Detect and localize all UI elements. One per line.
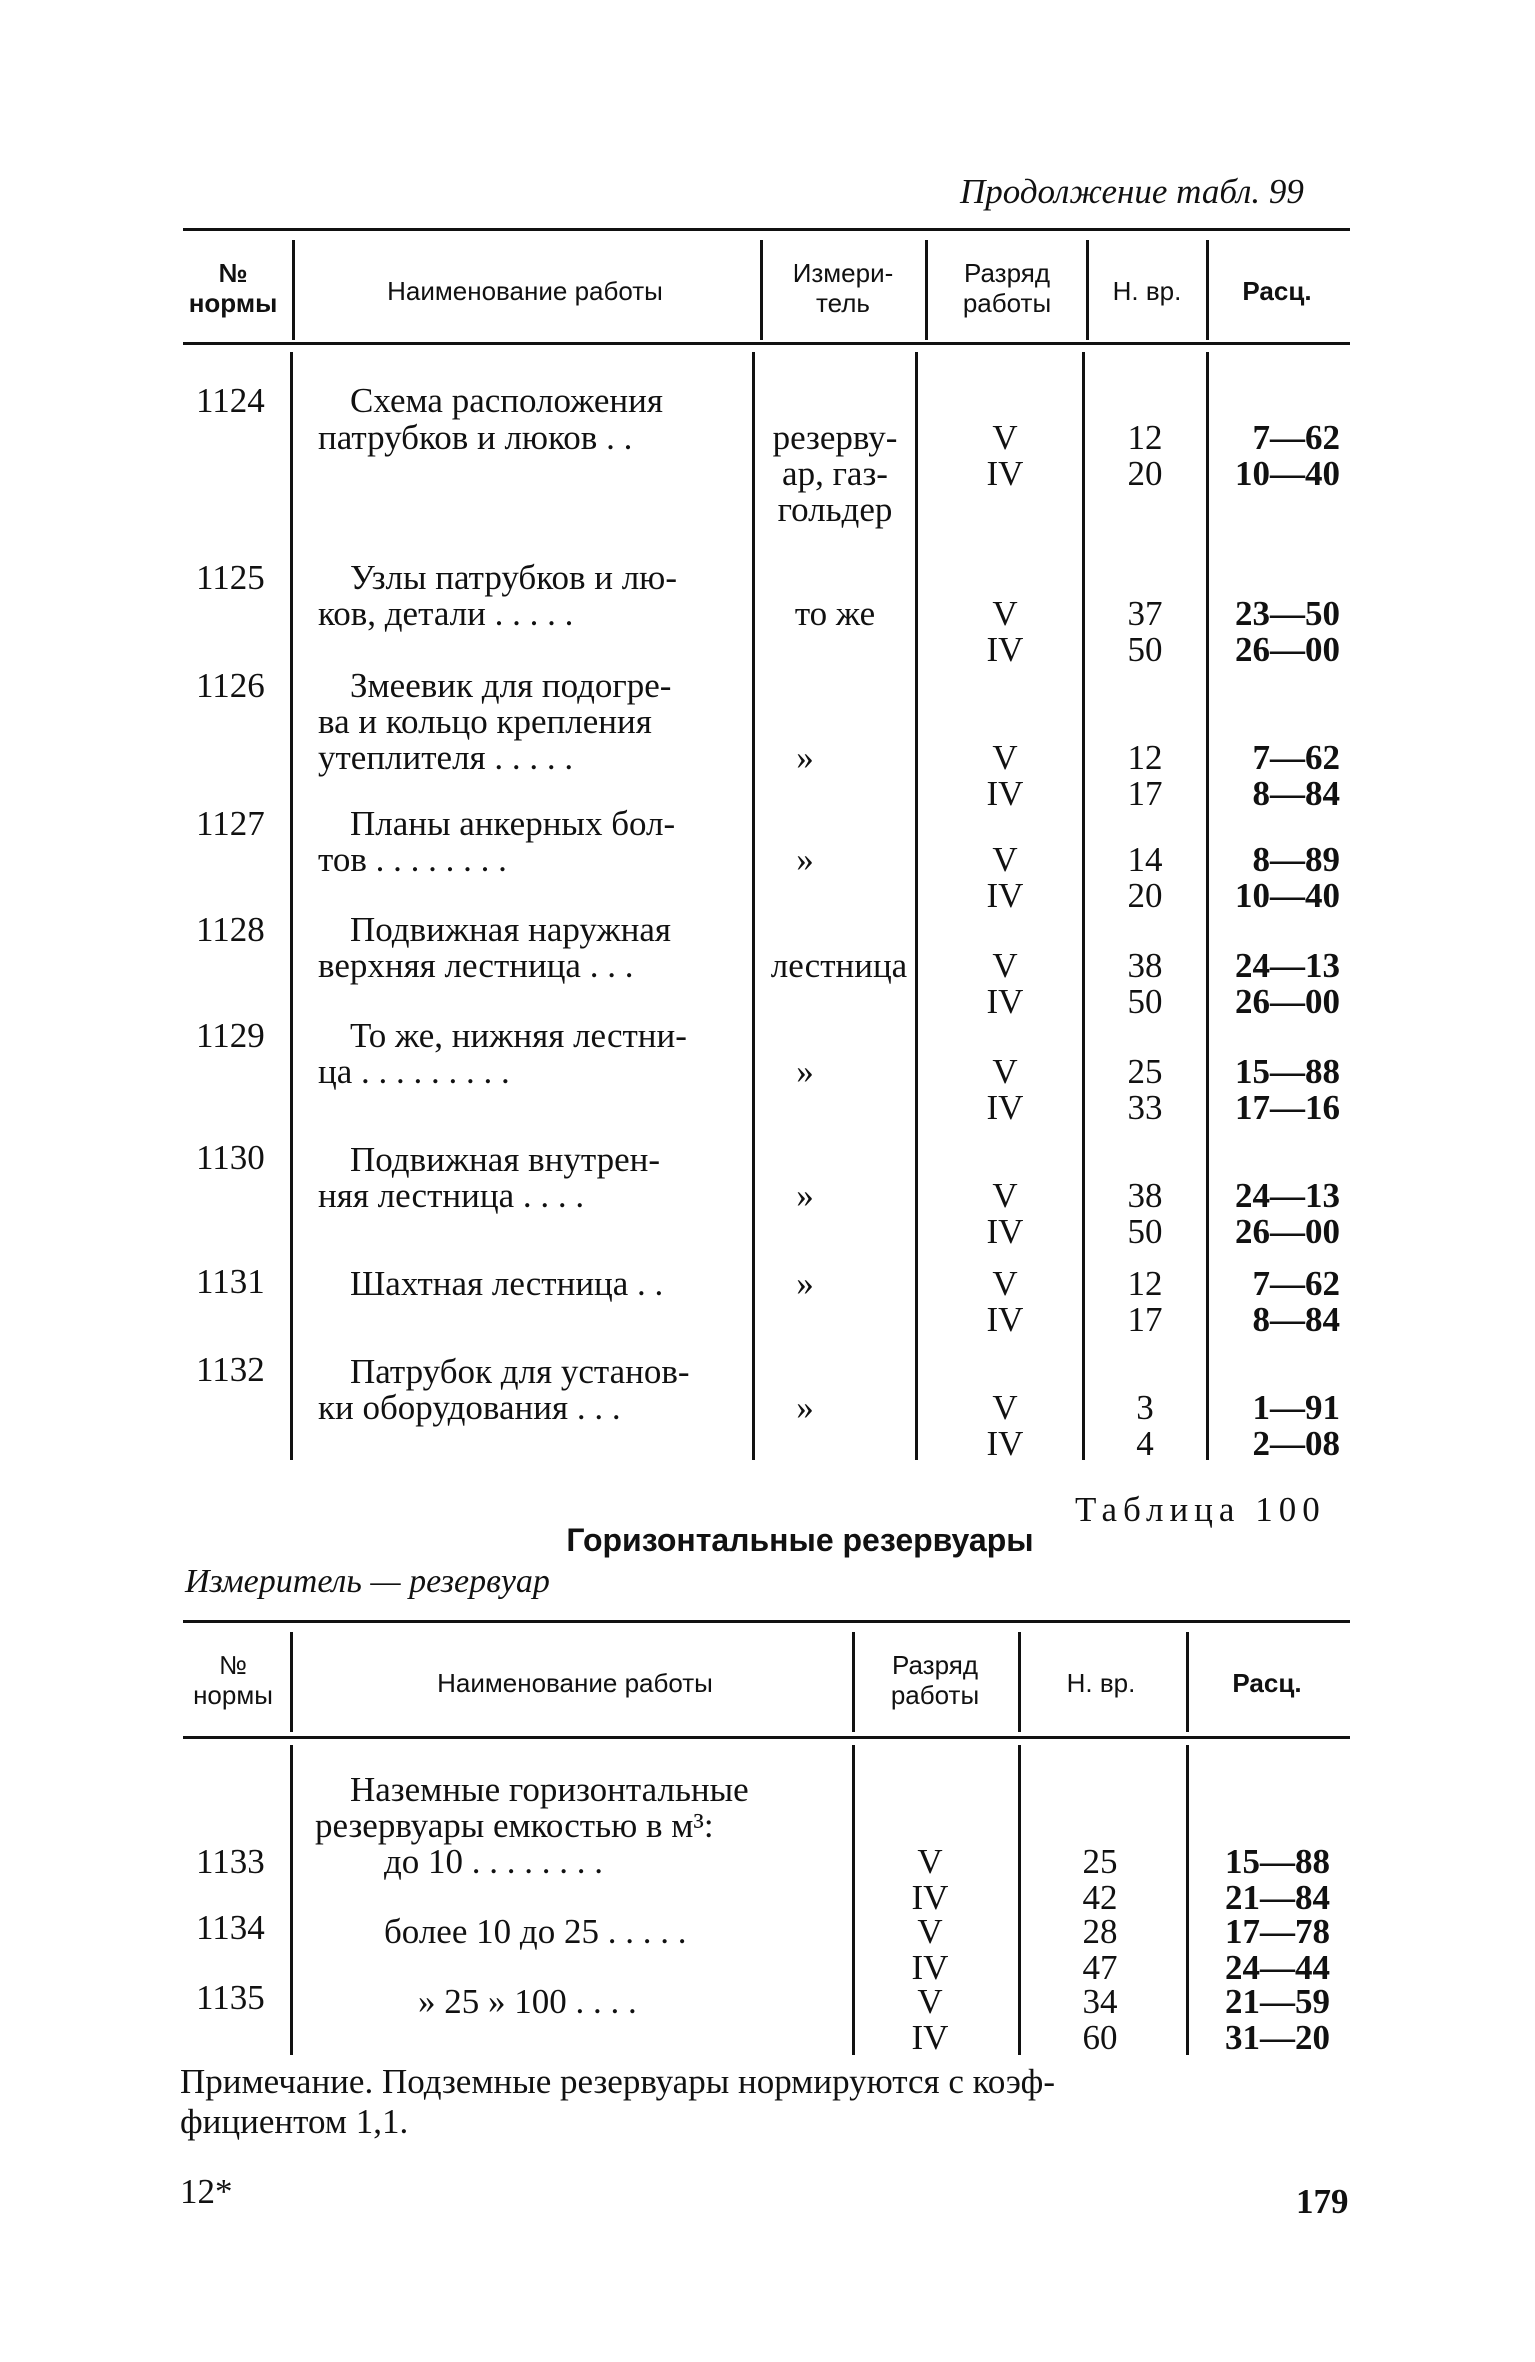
rate: 2—08 — [1252, 1424, 1340, 1463]
grade: V — [992, 1052, 1018, 1091]
column-divider — [290, 352, 293, 1460]
work-name-line: до 10 . . . . . . . . — [384, 1842, 604, 1881]
rate: 8—84 — [1252, 1300, 1340, 1339]
work-name-line: » 25 » 100 . . . . — [418, 1982, 637, 2021]
grade: V — [992, 738, 1018, 777]
table-100-unit: Измеритель — резервуар — [185, 1563, 550, 1600]
rate: 17—16 — [1235, 1088, 1340, 1127]
header-grade: Разряд работы — [962, 258, 1052, 318]
unit-text: ар, газ- — [782, 454, 888, 493]
work-name-line: То же, нижняя лестни- — [350, 1016, 687, 1055]
header-bottom-rule — [183, 342, 1350, 345]
work-name-line: Планы анкерных бол- — [350, 804, 676, 843]
rate: 17—78 — [1225, 1912, 1330, 1951]
work-name-line: Подвижная внутрен- — [350, 1140, 661, 1179]
work-name-line: няя лестница . . . . — [318, 1176, 585, 1215]
unit-text: лестница — [770, 946, 908, 985]
header-rate: Расц. — [1232, 1668, 1302, 1698]
page-number: 179 — [1296, 2182, 1349, 2221]
ditto-mark: » — [796, 738, 814, 777]
ditto-mark: » — [796, 1052, 814, 1091]
norm-time: 4 — [1136, 1424, 1154, 1463]
rate: 15—88 — [1235, 1052, 1340, 1091]
norm-time: 38 — [1127, 946, 1163, 985]
norm-time: 25 — [1082, 1842, 1118, 1881]
norm-time: 17 — [1127, 1300, 1163, 1339]
header-time: Н. вр. — [1066, 1668, 1136, 1698]
header-divider — [1186, 1632, 1189, 1732]
column-divider — [1082, 352, 1085, 1460]
rate: 31—20 — [1225, 2018, 1330, 2057]
header-divider — [760, 240, 763, 340]
row-number: 1126 — [196, 666, 265, 705]
grade: IV — [986, 630, 1024, 669]
header-time: Н. вр. — [1112, 276, 1182, 306]
norm-time: 28 — [1082, 1912, 1118, 1951]
norm-time: 33 — [1127, 1088, 1163, 1127]
norm-time: 20 — [1127, 454, 1163, 493]
row-number: 1124 — [196, 381, 265, 420]
header-divider — [925, 240, 928, 340]
rate: 7—62 — [1252, 418, 1340, 457]
grade: IV — [911, 1878, 949, 1917]
norm-time: 42 — [1082, 1878, 1118, 1917]
column-divider — [1186, 1745, 1189, 2055]
intro-line: резервуары емкостью в м³: — [315, 1806, 714, 1845]
rate: 10—40 — [1235, 876, 1340, 915]
rate: 24—44 — [1225, 1948, 1330, 1987]
rate: 26—00 — [1235, 1212, 1340, 1251]
header-divider — [1086, 240, 1089, 340]
norm-time: 25 — [1127, 1052, 1163, 1091]
rate: 26—00 — [1235, 630, 1340, 669]
rate: 21—84 — [1225, 1878, 1330, 1917]
column-divider — [1206, 352, 1209, 1460]
grade: IV — [911, 2018, 949, 2057]
norm-time: 3 — [1136, 1388, 1154, 1427]
continuation-caption: Продолжение табл. 99 — [960, 172, 1304, 211]
row-number: 1128 — [196, 910, 265, 949]
norm-time: 12 — [1127, 1264, 1163, 1303]
work-name-line: Подвижная наружная — [350, 910, 672, 949]
grade: IV — [986, 876, 1024, 915]
intro-line: Наземные горизонтальные — [350, 1770, 749, 1809]
unit-text: то же — [794, 594, 876, 633]
table-top-rule — [183, 1620, 1350, 1623]
work-name-line: ки оборудования . . . — [318, 1388, 621, 1427]
rate: 21—59 — [1225, 1982, 1330, 2021]
grade: V — [917, 1982, 943, 2021]
norm-time: 34 — [1082, 1982, 1118, 2021]
grade: V — [917, 1912, 943, 1951]
row-number: 1131 — [196, 1262, 265, 1301]
grade: V — [992, 594, 1018, 633]
ditto-mark: » — [796, 1388, 814, 1427]
unit-text: гольдер — [777, 490, 893, 529]
grade: V — [917, 1842, 943, 1881]
grade: IV — [986, 774, 1024, 813]
row-number: 1129 — [196, 1016, 265, 1055]
header-bottom-rule — [183, 1736, 1350, 1739]
norm-time: 38 — [1127, 1176, 1163, 1215]
norm-time: 12 — [1127, 738, 1163, 777]
header-num: № нормы — [188, 258, 278, 318]
work-name-line: Узлы патрубков и лю- — [350, 558, 677, 597]
row-number: 1133 — [196, 1842, 265, 1881]
rate: 7—62 — [1252, 1264, 1340, 1303]
header-num: № нормы — [193, 1650, 273, 1710]
rate: 24—13 — [1235, 946, 1340, 985]
note-line: Примечание. Подземные резервуары нормируются с коэф- — [180, 2062, 1055, 2101]
header-divider — [290, 1632, 293, 1732]
rate: 23—50 — [1235, 594, 1340, 633]
header-name: Наименование работы — [387, 276, 663, 306]
row-number: 1125 — [196, 558, 265, 597]
grade: V — [992, 1388, 1018, 1427]
column-divider — [1018, 1745, 1021, 2055]
work-name-line: более 10 до 25 . . . . . — [384, 1912, 687, 1951]
work-name-line: тов . . . . . . . . — [318, 840, 507, 879]
norm-time: 17 — [1127, 774, 1163, 813]
ditto-mark: » — [796, 1176, 814, 1215]
row-number: 1135 — [196, 1978, 265, 2017]
work-name-line: ков, детали . . . . . — [318, 594, 574, 633]
work-name-line: Шахтная лестница . . — [350, 1264, 664, 1303]
header-divider — [1206, 240, 1209, 340]
header-grade: Разряд работы — [890, 1650, 980, 1710]
ditto-mark: » — [796, 840, 814, 879]
table-top-rule — [183, 228, 1350, 231]
grade: IV — [986, 1212, 1024, 1251]
rate: 24—13 — [1235, 1176, 1340, 1215]
grade: V — [992, 1264, 1018, 1303]
rate: 8—84 — [1252, 774, 1340, 813]
work-name-line: Схема расположения — [350, 381, 663, 420]
norm-time: 20 — [1127, 876, 1163, 915]
signature-mark: 12* — [180, 2172, 233, 2211]
header-divider — [852, 1632, 855, 1732]
header-name: Наименование работы — [437, 1668, 713, 1698]
work-name-line: верхняя лестница . . . — [318, 946, 634, 985]
note-line: фициентом 1,1. — [180, 2102, 409, 2141]
norm-time: 50 — [1127, 1212, 1163, 1251]
norm-time: 37 — [1127, 594, 1163, 633]
row-number: 1134 — [196, 1908, 265, 1947]
header-unit: Измери-тель — [792, 258, 894, 318]
ditto-mark: » — [796, 1264, 814, 1303]
norm-time: 47 — [1082, 1948, 1118, 1987]
grade: V — [992, 840, 1018, 879]
norm-time: 60 — [1082, 2018, 1118, 2057]
norm-time: 12 — [1127, 418, 1163, 457]
rate: 10—40 — [1235, 454, 1340, 493]
grade: IV — [986, 1088, 1024, 1127]
grade: IV — [986, 1300, 1024, 1339]
column-divider — [752, 352, 755, 1460]
rate: 15—88 — [1225, 1842, 1330, 1881]
header-divider — [292, 240, 295, 340]
rate: 7—62 — [1252, 738, 1340, 777]
row-number: 1130 — [196, 1138, 265, 1177]
rate: 26—00 — [1235, 982, 1340, 1021]
grade: IV — [986, 982, 1024, 1021]
norm-time: 14 — [1127, 840, 1163, 879]
note — [180, 2062, 1340, 2142]
header-rate: Расц. — [1242, 276, 1312, 306]
grade: V — [992, 946, 1018, 985]
norm-time: 50 — [1127, 982, 1163, 1021]
work-name-line: Патрубок для установ- — [350, 1352, 690, 1391]
work-name-line: патрубков и люков . . — [318, 418, 633, 457]
grade: V — [992, 1176, 1018, 1215]
rate: 1—91 — [1252, 1388, 1340, 1427]
column-divider — [852, 1745, 855, 2055]
work-name-line: ца . . . . . . . . . — [318, 1052, 510, 1091]
column-divider — [915, 352, 918, 1460]
column-divider — [290, 1745, 293, 2055]
grade: V — [992, 418, 1018, 457]
grade: IV — [986, 1424, 1024, 1463]
grade: IV — [911, 1948, 949, 1987]
work-name-line: утеплителя . . . . . — [318, 738, 574, 777]
header-divider — [1018, 1632, 1021, 1732]
work-name-line: Змеевик для подогре- — [350, 666, 672, 705]
rate: 8—89 — [1252, 840, 1340, 879]
table-100-title: Горизонтальные резервуары — [566, 1522, 1034, 1558]
unit-text: резерву- — [772, 418, 898, 457]
grade: IV — [986, 454, 1024, 493]
row-number: 1132 — [196, 1350, 265, 1389]
row-number: 1127 — [196, 804, 265, 843]
norm-time: 50 — [1127, 630, 1163, 669]
work-name-line: ва и кольцо крепления — [318, 702, 652, 741]
table-100-label: Таблица 100 — [1075, 1490, 1326, 1529]
